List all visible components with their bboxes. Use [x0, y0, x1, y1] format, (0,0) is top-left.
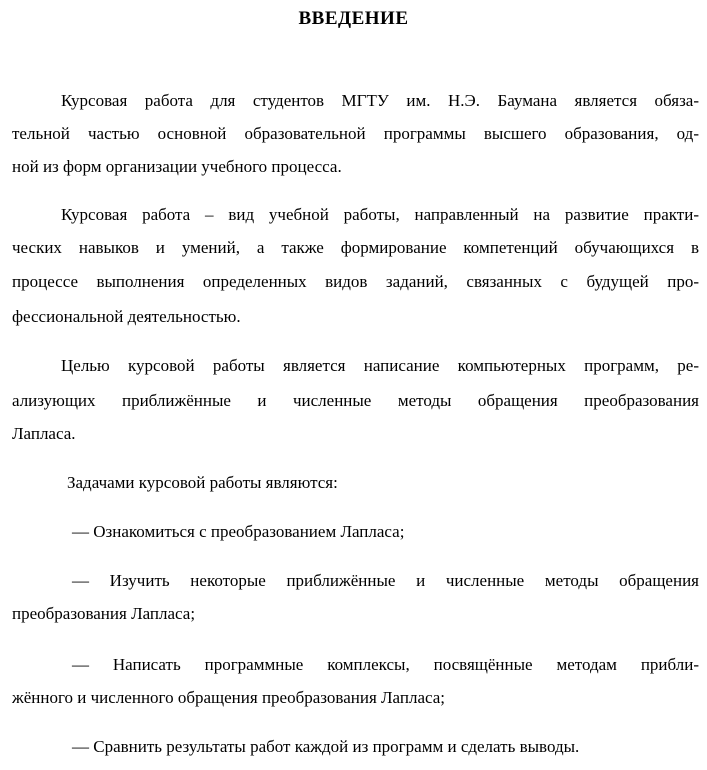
tasks-heading: Задачами курсовой работы являются: — [67, 473, 338, 492]
paragraph-1-line-2: тельной частью основной образовательной программы высшего образования, од- — [12, 124, 699, 143]
task-1-line-1: — Ознакомиться с преобразованием Лапласа; — [72, 522, 405, 541]
task-3-line-1: — Написать программные комплексы, посвящённые методам прибли- — [72, 655, 699, 674]
paragraph-1-line-1: Курсовая работа для студентов МГТУ им. Н.Э. Баумана является обяза- — [61, 91, 699, 110]
task-2-line-2: преобразования Лапласа; — [12, 604, 196, 623]
task-2-line-1: — Изучить некоторые приближённые и численные методы обращения — [72, 571, 699, 590]
paragraph-1-line-3: ной из форм организации учебного процесса. — [12, 157, 342, 176]
paragraph-2-line-1: Курсовая работа – вид учебной работы, направленный на развитие практи- — [61, 205, 699, 224]
paragraph-3-line-2: ализующих приближённые и численные методы обращения преобразования — [12, 391, 699, 410]
paragraph-2-line-3: процессе выполнения определенных видов заданий, связанных с будущей про- — [12, 272, 699, 291]
paragraph-3-line-1: Целью курсовой работы является написание компьютерных программ, ре- — [61, 356, 699, 375]
document-title: ВВЕДЕНИЕ — [298, 8, 409, 29]
task-4-line-1: — Сравнить результаты работ каждой из программ и сделать выводы. — [72, 737, 580, 756]
paragraph-2-line-4: фессиональной деятельностью. — [12, 307, 241, 326]
task-3-line-2: жённого и численного обращения преобразования Лапласа; — [12, 688, 446, 707]
paragraph-2-line-2: ческих навыков и умений, а также формирование компетенций обучающихся в — [12, 238, 699, 257]
paragraph-3-line-3: Лапласа. — [12, 424, 76, 443]
